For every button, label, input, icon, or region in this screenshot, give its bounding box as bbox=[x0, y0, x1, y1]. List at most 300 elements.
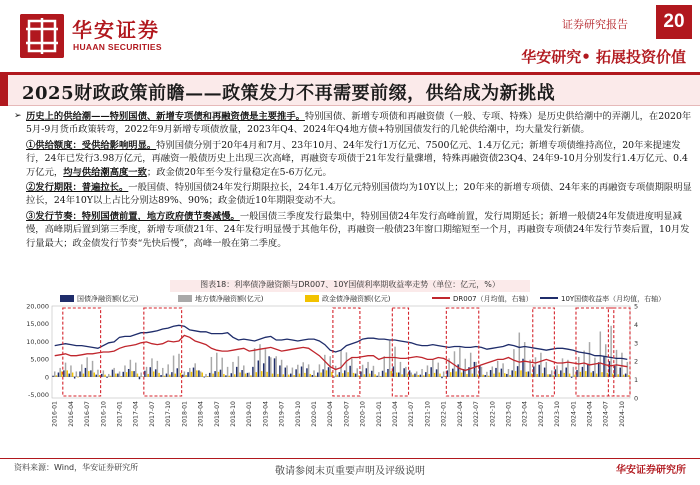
bar-local bbox=[470, 353, 471, 377]
bar-gov bbox=[603, 356, 604, 377]
x-tick-label: 2021-01 bbox=[375, 401, 383, 427]
bar-gov bbox=[258, 360, 259, 376]
bar-gov bbox=[295, 369, 296, 376]
company-logo bbox=[20, 14, 170, 58]
bar-gov bbox=[619, 368, 620, 377]
bar-policy bbox=[563, 373, 564, 377]
x-tick-label: 2023-10 bbox=[554, 401, 562, 427]
y-right-tick-label: 5 bbox=[634, 302, 639, 311]
bar-local bbox=[589, 342, 590, 377]
x-tick-label: 2016-01 bbox=[51, 401, 59, 427]
bar-gov bbox=[220, 370, 221, 377]
bar-local bbox=[551, 370, 552, 376]
supply-wave-highlight-box bbox=[144, 308, 182, 396]
bar-policy bbox=[320, 373, 321, 377]
company-name-en: HUAAN SECURITIES bbox=[73, 42, 162, 52]
bar-local bbox=[411, 373, 412, 377]
paragraph-text: 特别国债分别于20年4月和7月、23年10月、24年发行1万亿元、7500亿元、1.4万亿元；新增专项债维持高位，20年来提速发行，24年已发行3.98万亿元，再融资一般债历史上出现三次高峰，再融资专项债于21年发行量骤增，特殊再融资债23Q4、24年9-10月分别发行1.4万亿元、0.4万亿元， bbox=[26, 139, 688, 178]
bar-local bbox=[400, 362, 401, 377]
bar-policy bbox=[283, 374, 284, 376]
bar-local bbox=[270, 357, 271, 376]
x-tick-label: 2017-10 bbox=[165, 401, 173, 427]
bar-policy bbox=[472, 374, 473, 377]
bar-gov bbox=[117, 374, 118, 377]
bar-local bbox=[221, 358, 222, 377]
bar-gov bbox=[587, 364, 588, 377]
bar-policy bbox=[374, 374, 375, 376]
bar-gov bbox=[484, 375, 485, 377]
page-number: 20 bbox=[656, 5, 692, 39]
bar-gov bbox=[96, 375, 97, 377]
bar-policy bbox=[396, 373, 397, 377]
x-tick-label: 2024-01 bbox=[570, 401, 578, 427]
bar-local bbox=[389, 341, 390, 377]
x-tick-label: 2024-07 bbox=[602, 401, 610, 427]
bar-local bbox=[238, 356, 239, 377]
bar-policy bbox=[401, 374, 402, 376]
bar-policy bbox=[337, 375, 338, 377]
bar-local bbox=[157, 361, 158, 377]
bar-policy bbox=[185, 375, 186, 377]
x-tick-label: 2019-10 bbox=[294, 401, 302, 427]
x-tick-label: 2024-10 bbox=[618, 401, 626, 427]
bar-local bbox=[362, 365, 363, 377]
bar-policy bbox=[288, 375, 289, 377]
bar-local bbox=[108, 374, 109, 377]
bar-local bbox=[184, 371, 185, 376]
bar-gov bbox=[560, 370, 561, 376]
bar-gov bbox=[312, 375, 313, 377]
bar-local bbox=[340, 350, 341, 377]
bar-local bbox=[140, 373, 141, 377]
bar-local bbox=[502, 363, 503, 376]
bar-local bbox=[562, 358, 563, 376]
bar-gov bbox=[387, 369, 388, 377]
bar-gov bbox=[204, 377, 205, 378]
bar-policy bbox=[542, 373, 543, 377]
bar-policy bbox=[466, 374, 467, 377]
bar-local bbox=[124, 365, 125, 376]
bar-policy bbox=[364, 374, 365, 376]
y-left-tick-label: 5,000 bbox=[30, 355, 49, 364]
supply-wave-highlight-box bbox=[533, 308, 555, 396]
bar-gov bbox=[355, 374, 356, 377]
bar-gov bbox=[517, 366, 518, 377]
bar-local bbox=[524, 342, 525, 377]
bar-policy bbox=[499, 373, 500, 377]
bar-gov bbox=[382, 371, 383, 377]
x-tick-label: 2023-01 bbox=[505, 401, 513, 427]
bar-local bbox=[475, 362, 476, 377]
bar-policy bbox=[380, 376, 381, 377]
bar-local bbox=[486, 372, 487, 377]
bar-policy bbox=[56, 375, 57, 376]
paragraph-1 bbox=[14, 110, 694, 137]
bar-gov bbox=[441, 377, 442, 378]
x-tick-label: 2016-07 bbox=[84, 401, 92, 427]
bar-local bbox=[173, 356, 174, 377]
bar-gov bbox=[506, 374, 507, 377]
bar-gov bbox=[592, 371, 593, 377]
header-slogan: 华安研究• 拓展投资价值 bbox=[521, 48, 686, 66]
bar-gov bbox=[501, 369, 502, 377]
y-left-tick-label: -5,000 bbox=[28, 390, 49, 399]
x-tick-label: 2019-01 bbox=[246, 401, 254, 427]
bar-policy bbox=[590, 373, 591, 377]
bar-local bbox=[151, 358, 152, 376]
bar-policy bbox=[520, 370, 521, 376]
x-tick-label: 2017-01 bbox=[116, 401, 124, 427]
bar-gov bbox=[366, 368, 367, 376]
bar-local bbox=[216, 353, 217, 377]
page-title: 2025财政政策前瞻——政策发力不再需要前缀，供给成为新挑战 bbox=[22, 83, 556, 104]
bar-local bbox=[578, 357, 579, 377]
bar-local bbox=[513, 349, 514, 377]
bar-gov bbox=[231, 373, 232, 377]
bar-gov bbox=[58, 373, 59, 377]
bar-gov bbox=[436, 369, 437, 376]
bar-local bbox=[59, 368, 60, 377]
bar-local bbox=[205, 374, 206, 377]
paragraph-lead: ②发行期限：普遍拉长。 bbox=[26, 182, 129, 194]
bar-policy bbox=[239, 373, 240, 377]
bar-policy bbox=[110, 376, 111, 377]
bar-policy bbox=[202, 373, 203, 377]
bar-policy bbox=[569, 374, 570, 377]
bar-gov bbox=[322, 369, 323, 376]
bar-gov bbox=[317, 373, 318, 377]
bar-local bbox=[146, 367, 147, 377]
x-tick-label: 2016-04 bbox=[67, 401, 75, 427]
bar-policy bbox=[212, 374, 213, 377]
bar-policy bbox=[347, 372, 348, 377]
bar-gov bbox=[349, 366, 350, 377]
bar-gov bbox=[128, 369, 129, 377]
bullet-arrow-icon: ➢ bbox=[14, 111, 22, 121]
x-tick-label: 2018-07 bbox=[213, 401, 221, 427]
bar-local bbox=[70, 365, 71, 376]
bar-local bbox=[313, 370, 314, 376]
bar-policy bbox=[256, 372, 257, 377]
bar-policy bbox=[245, 374, 246, 377]
title-bar-accent bbox=[0, 75, 8, 106]
bar-gov bbox=[571, 377, 572, 378]
bar-policy bbox=[434, 373, 435, 377]
bar-gov bbox=[490, 370, 491, 377]
bar-local bbox=[302, 362, 303, 377]
bar-policy bbox=[585, 371, 586, 377]
bar-gov bbox=[139, 377, 140, 379]
bar-gov bbox=[177, 368, 178, 376]
bar-local bbox=[275, 356, 276, 377]
bar-local bbox=[465, 359, 466, 377]
bar-gov bbox=[112, 370, 113, 377]
legend-label: 国债净融资额(亿元) bbox=[77, 295, 139, 303]
bar-local bbox=[292, 368, 293, 377]
bar-policy bbox=[423, 375, 424, 376]
bar-policy bbox=[266, 372, 267, 377]
bar-policy bbox=[617, 374, 618, 376]
bar-gov bbox=[414, 374, 415, 377]
bar-gov bbox=[106, 377, 107, 378]
bar-policy bbox=[304, 373, 305, 377]
bar-local bbox=[519, 333, 520, 377]
bar-gov bbox=[290, 374, 291, 377]
bar-policy bbox=[72, 373, 73, 377]
bar-policy bbox=[515, 371, 516, 377]
bar-local bbox=[130, 360, 131, 377]
bar-policy bbox=[326, 370, 327, 376]
bar-gov bbox=[511, 370, 512, 376]
bar-gov bbox=[155, 369, 156, 376]
bar-local bbox=[319, 364, 320, 376]
bar-local bbox=[65, 363, 66, 377]
bar-gov bbox=[279, 365, 280, 376]
bar-local bbox=[286, 365, 287, 376]
chart-title: 图表18：利率债净融资额与DR007、10Y国债利率期收益率走势（单位：亿元，%） bbox=[200, 280, 500, 289]
bar-local bbox=[492, 367, 493, 377]
bar-policy bbox=[310, 374, 311, 377]
bar-policy bbox=[77, 377, 78, 378]
bar-policy bbox=[196, 370, 197, 376]
bar-policy bbox=[342, 373, 343, 377]
bar-gov bbox=[457, 364, 458, 376]
paragraph-emphasis: 均与供给潮高度一致 bbox=[63, 166, 147, 178]
bar-local bbox=[356, 368, 357, 376]
bar-local bbox=[432, 360, 433, 377]
bar-policy bbox=[488, 376, 489, 377]
bar-local bbox=[189, 368, 190, 377]
bar-local bbox=[508, 369, 509, 377]
bar-local bbox=[540, 353, 541, 377]
paragraph-text: 一般国债三季度发行最集中，特别国债24年发行高峰前置，发行周期延长；新增一般债24年发债进度明显减慢，高峰期后置到第三季度，新增专项债21年、24年发行明显慢于其他年份，再融资一般债23年窗口期缩短至一个月，再融资专项债24年发行节奏后置，10月发行量最大；政金债发行节奏“先快后慢”，高峰一般在第二季度。 bbox=[26, 210, 690, 249]
bar-gov bbox=[236, 367, 237, 377]
legend-label: 地方债净融资额(亿元) bbox=[195, 295, 264, 303]
bar-policy bbox=[596, 374, 597, 377]
bar-policy bbox=[418, 375, 419, 377]
bar-policy bbox=[207, 376, 208, 377]
bar-local bbox=[243, 365, 244, 376]
bar-gov bbox=[544, 368, 545, 377]
bar-policy bbox=[450, 372, 451, 377]
bar-local bbox=[421, 369, 422, 377]
bar-gov bbox=[193, 368, 194, 377]
bar-policy bbox=[158, 373, 159, 377]
bar-local bbox=[594, 358, 595, 377]
bar-gov bbox=[301, 367, 302, 377]
bar-local bbox=[135, 363, 136, 377]
bar-policy bbox=[536, 374, 537, 377]
bar-gov bbox=[398, 373, 399, 377]
bar-gov bbox=[209, 373, 210, 377]
bar-policy bbox=[547, 374, 548, 376]
bar-policy bbox=[93, 373, 94, 377]
bar-local bbox=[546, 362, 547, 377]
bar-local bbox=[97, 370, 98, 377]
bar-local bbox=[92, 361, 93, 377]
bar-local bbox=[194, 363, 195, 376]
bar-gov bbox=[198, 370, 199, 376]
bar-policy bbox=[623, 375, 624, 377]
bar-gov bbox=[538, 365, 539, 377]
paragraph-lead: 历史上的供给潮——特别国债、新增专项债和再融资债是主要推手。 bbox=[26, 111, 305, 122]
bar-gov bbox=[74, 377, 75, 379]
bar-gov bbox=[582, 367, 583, 377]
bar-policy bbox=[580, 372, 581, 377]
bar-policy bbox=[120, 376, 121, 377]
bar-policy bbox=[191, 372, 192, 377]
bar-gov bbox=[565, 368, 566, 377]
bar-policy bbox=[126, 372, 127, 377]
bar-policy bbox=[131, 371, 132, 377]
bar-gov bbox=[495, 368, 496, 377]
bar-gov bbox=[150, 367, 151, 377]
source-note: 资料来源：Wind，华安证券研究所 bbox=[14, 463, 139, 472]
bar-policy bbox=[234, 374, 235, 376]
bar-local bbox=[610, 326, 611, 377]
x-tick-label: 2022-01 bbox=[440, 401, 448, 427]
bar-policy bbox=[353, 373, 354, 377]
supply-wave-highlight-box bbox=[63, 308, 101, 396]
bar-local bbox=[346, 352, 347, 376]
bar-policy bbox=[169, 375, 170, 377]
paragraph-lead: ①供给额度：受供给影响明显。 bbox=[26, 139, 157, 151]
company-name-cn: 华安证券 bbox=[72, 18, 160, 42]
x-tick-label: 2021-07 bbox=[408, 401, 416, 427]
bar-policy bbox=[223, 374, 224, 377]
bond-issuance-chart bbox=[14, 302, 686, 456]
bar-gov bbox=[166, 374, 167, 377]
bar-local bbox=[373, 366, 374, 377]
bar-local bbox=[308, 364, 309, 376]
x-tick-label: 2021-10 bbox=[424, 401, 432, 427]
x-tick-label: 2024-04 bbox=[586, 401, 594, 427]
bar-policy bbox=[277, 374, 278, 377]
bar-local bbox=[427, 365, 428, 376]
x-tick-label: 2017-07 bbox=[148, 401, 156, 427]
y-left-tick-label: 20,000 bbox=[26, 302, 49, 311]
bar-local bbox=[459, 347, 460, 376]
bar-gov bbox=[214, 371, 215, 377]
bar-local bbox=[405, 367, 406, 377]
title-bar bbox=[0, 72, 700, 106]
bar-gov bbox=[90, 370, 91, 376]
bar-policy bbox=[272, 374, 273, 377]
y-left-tick-label: 10,000 bbox=[26, 337, 49, 346]
bar-gov bbox=[339, 372, 340, 377]
bar-local bbox=[76, 371, 77, 376]
x-tick-label: 2018-10 bbox=[230, 401, 237, 427]
bar-local bbox=[81, 364, 82, 376]
bar-local bbox=[481, 367, 482, 377]
legend-label: 政金债净融资额(亿元) bbox=[322, 295, 391, 303]
bar-local bbox=[621, 353, 622, 377]
x-tick-label: 2017-04 bbox=[132, 401, 140, 427]
y-right-tick-label: 1 bbox=[634, 376, 639, 385]
bar-policy bbox=[175, 374, 176, 377]
bar-policy bbox=[455, 371, 456, 376]
x-tick-label: 2016-10 bbox=[100, 401, 108, 427]
legend-swatch bbox=[305, 295, 319, 302]
bar-local bbox=[119, 371, 120, 376]
bar-gov bbox=[252, 367, 253, 377]
bar-gov bbox=[123, 372, 124, 377]
x-tick-label: 2019-07 bbox=[278, 401, 286, 427]
bar-policy bbox=[558, 374, 559, 377]
bar-local bbox=[556, 365, 557, 376]
bar-local bbox=[394, 347, 395, 377]
legend-swatch bbox=[60, 295, 74, 302]
paragraph-tail: ；政金债20年至今发行量稳定在5-6万亿元。 bbox=[146, 166, 332, 178]
x-tick-label: 2021-04 bbox=[392, 401, 399, 427]
bar-gov bbox=[285, 368, 286, 377]
bar-gov bbox=[247, 373, 248, 377]
bar-gov bbox=[274, 358, 275, 376]
bar-policy bbox=[482, 375, 483, 377]
bar-local bbox=[232, 362, 233, 377]
bar-local bbox=[54, 371, 55, 376]
x-tick-label: 2018-01 bbox=[181, 401, 189, 427]
bar-local bbox=[86, 357, 87, 376]
y-right-tick-label: 0 bbox=[634, 394, 639, 403]
bar-policy bbox=[148, 374, 149, 377]
legend-label: 10Y国债收益率（月均值，右轴） bbox=[561, 295, 666, 303]
bar-policy bbox=[299, 374, 300, 377]
x-tick-label: 2022-07 bbox=[473, 401, 480, 427]
legend-line bbox=[432, 297, 450, 299]
bar-local bbox=[443, 371, 444, 376]
x-tick-label: 2018-04 bbox=[197, 401, 205, 427]
bar-local bbox=[167, 364, 168, 376]
bar-local bbox=[535, 357, 536, 376]
paragraph-text: 特别国债、新增专项债和再融资债（一般、专项、特殊）是历史供给潮中的弄潮儿，在2020年5月-9月货币政策转弯，2022年9月新增专项债放量，2023年Q4、2024年Q4地方债+特别国债发行的几轮供给潮中，均大量发行新债。 bbox=[26, 111, 692, 136]
company-logo-icon bbox=[20, 14, 64, 58]
bar-gov bbox=[425, 372, 426, 377]
bar-policy bbox=[66, 370, 67, 376]
bar-policy bbox=[250, 375, 251, 376]
bar-gov bbox=[160, 375, 161, 377]
bar-local bbox=[627, 362, 628, 377]
bar-local bbox=[265, 349, 266, 377]
bar-gov bbox=[52, 376, 53, 377]
bar-local bbox=[378, 372, 379, 377]
bar-local bbox=[416, 371, 417, 376]
bar-local bbox=[178, 354, 179, 377]
disclaimer-note: 敬请参阅末页重要声明及评级说明 bbox=[275, 466, 425, 477]
bar-local bbox=[162, 368, 163, 377]
bar-policy bbox=[88, 371, 89, 377]
bar-gov bbox=[85, 368, 86, 377]
bar-gov bbox=[371, 371, 372, 377]
x-tick-label: 2020-04 bbox=[327, 401, 335, 427]
bar-policy bbox=[461, 373, 462, 377]
bar-gov bbox=[474, 362, 475, 377]
y-right-tick-label: 2 bbox=[634, 357, 639, 366]
bar-local bbox=[281, 360, 282, 377]
bar-gov bbox=[171, 372, 172, 377]
bar-policy bbox=[574, 375, 575, 377]
bar-gov bbox=[225, 375, 226, 376]
x-tick-label: 2020-01 bbox=[311, 401, 318, 427]
footer-company: 华安证券研究所 bbox=[616, 465, 686, 476]
bar-local bbox=[103, 370, 104, 376]
x-tick-label: 2023-04 bbox=[521, 401, 529, 427]
bar-policy bbox=[439, 374, 440, 377]
legend-label: DR007（月均值，右轴） bbox=[453, 295, 533, 303]
bar-policy bbox=[412, 375, 413, 377]
bar-local bbox=[384, 356, 385, 377]
bar-gov bbox=[528, 371, 529, 376]
